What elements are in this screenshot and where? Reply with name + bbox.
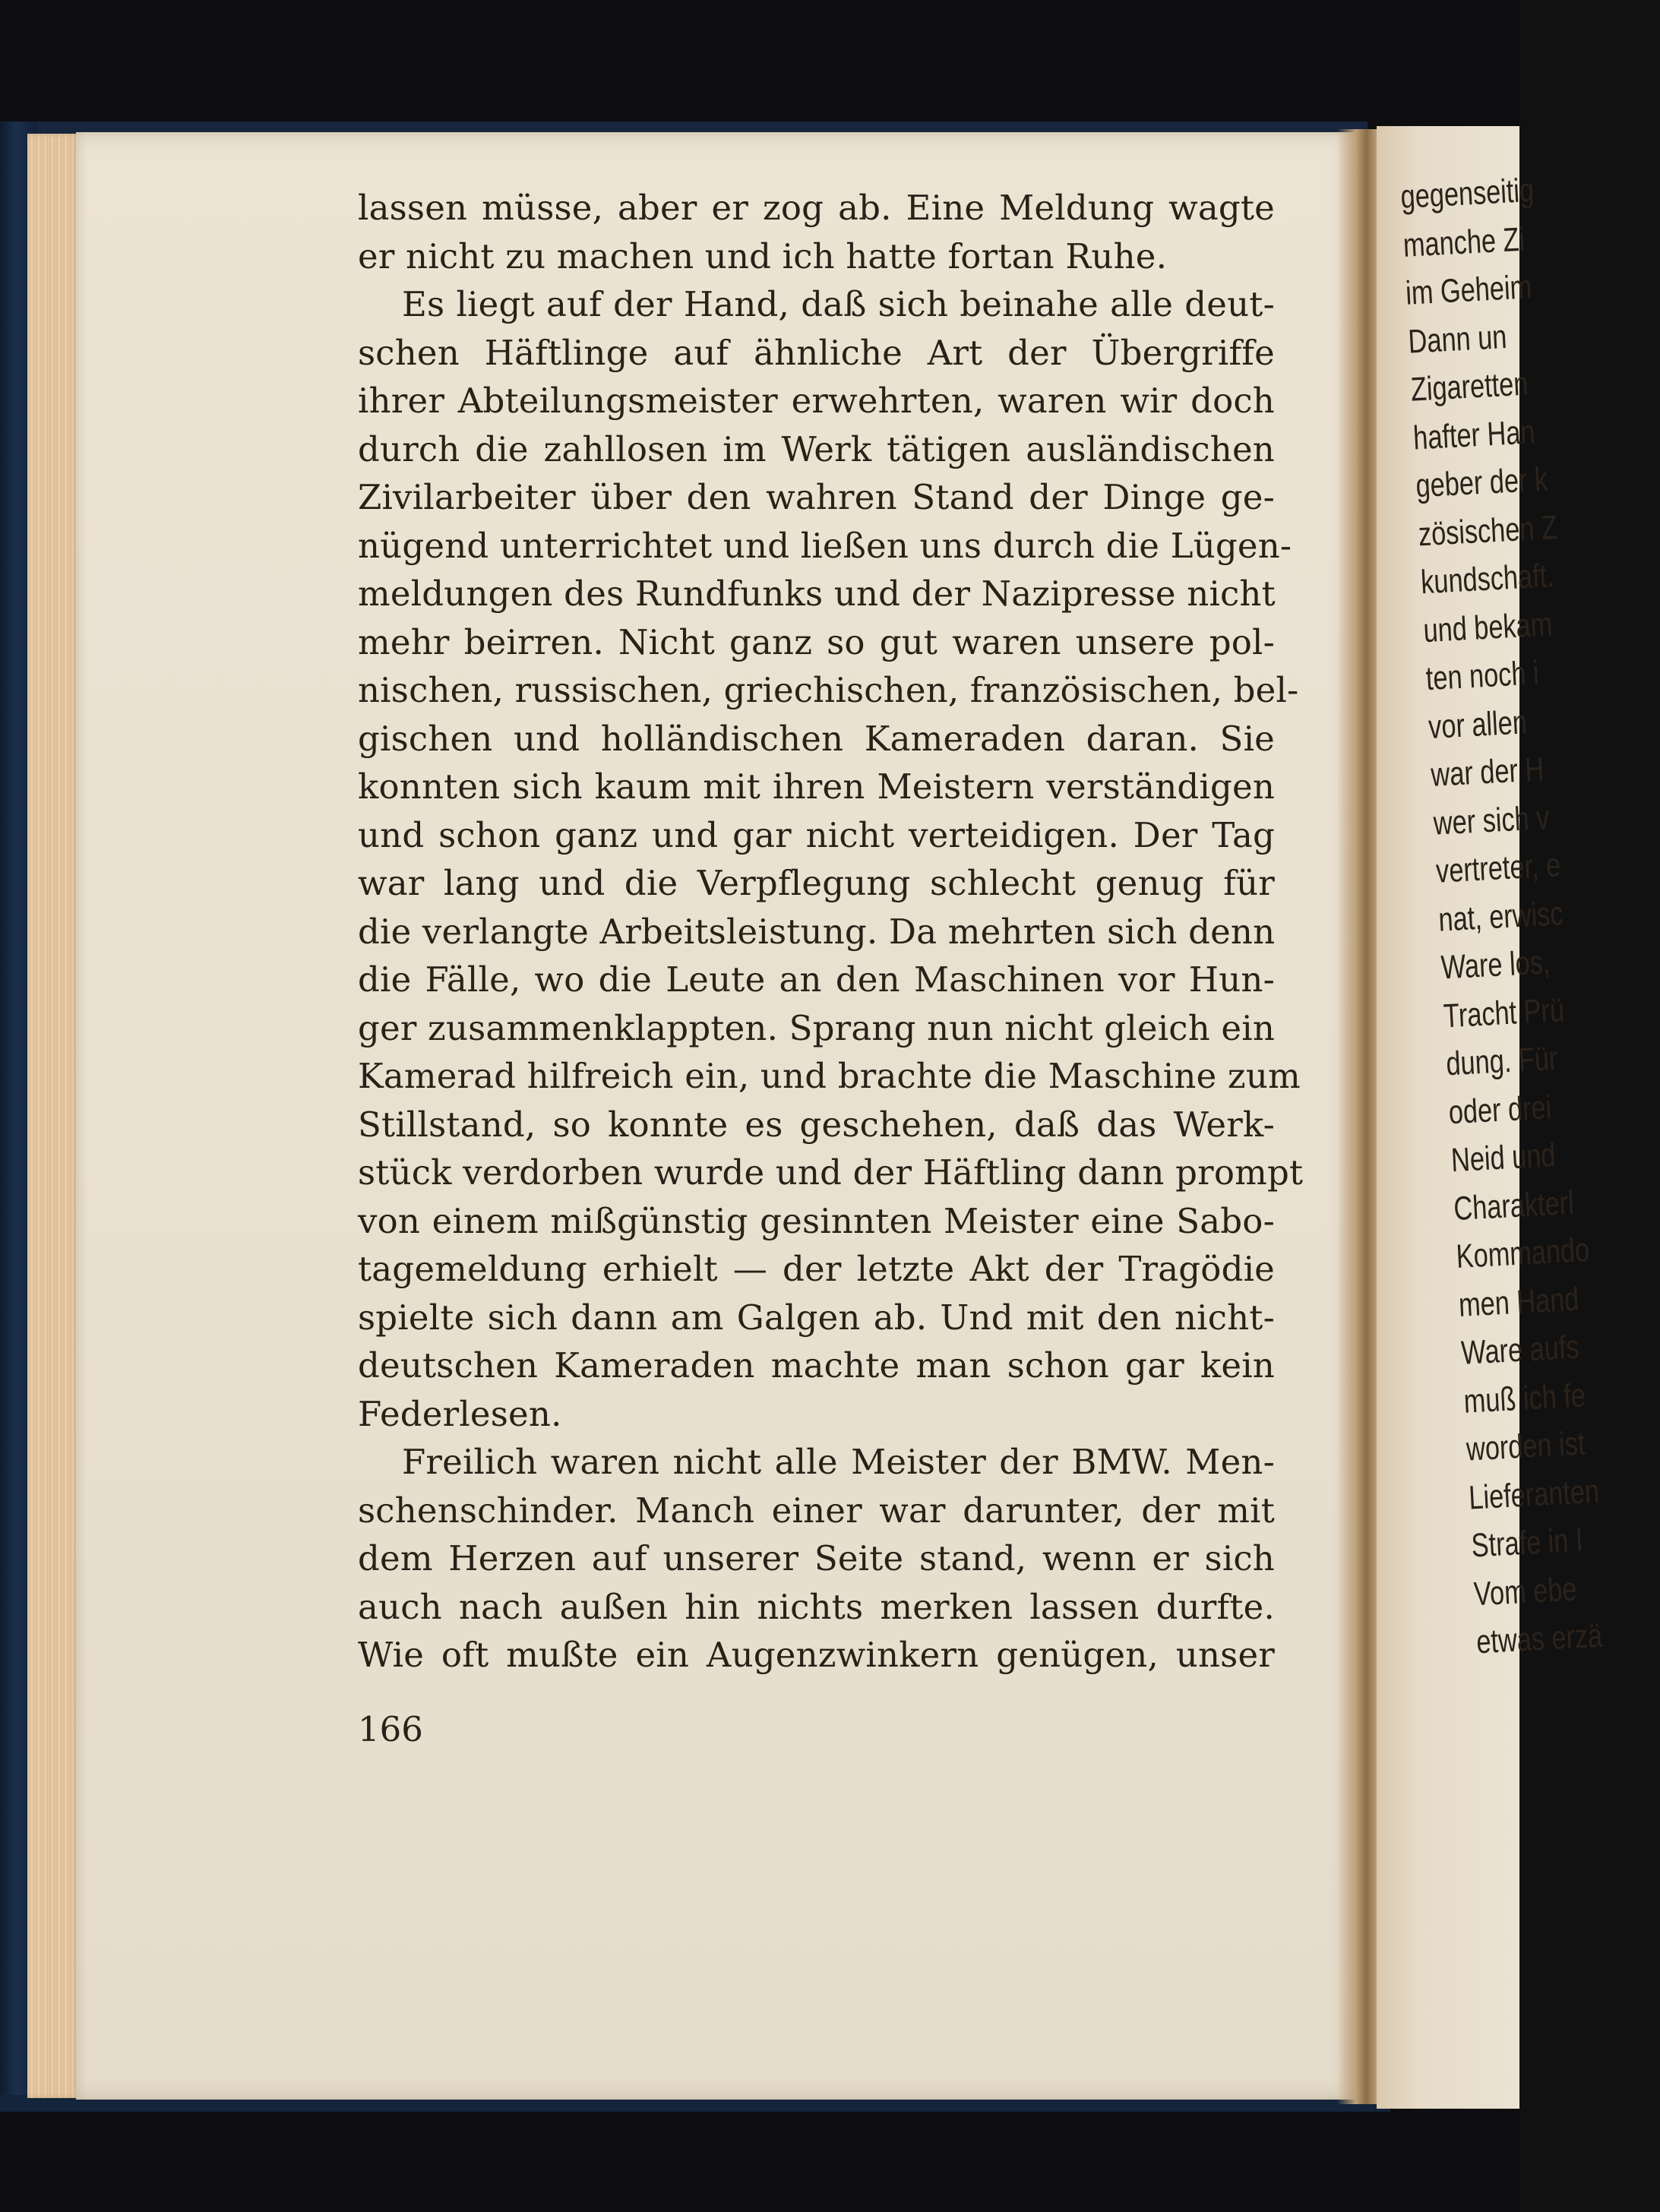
- text-line: Zivilarbeiter über den wahren Stand der Dinge ge-: [358, 477, 1275, 517]
- facing-text-line: men Hand: [1457, 1280, 1580, 1324]
- facing-text-line: zösischen Z: [1417, 508, 1559, 553]
- facing-text-line: etwas erzä: [1475, 1616, 1604, 1661]
- text-line: Freilich waren nicht alle Meister der BMW. Men-: [402, 1442, 1275, 1482]
- text-line: dem Herzen auf unserer Seite stand, wenn er sich: [358, 1538, 1275, 1578]
- facing-text-line: dung. Für: [1445, 1039, 1559, 1083]
- text-line: von einem mißgünstig gesinnten Meister eine Sabo-: [358, 1200, 1275, 1241]
- facing-text-line: nat, erwisc: [1437, 894, 1564, 939]
- facing-text-line: ten noch i: [1424, 654, 1540, 698]
- text-line: er nicht zu machen und ich hatte fortan Ruhe.: [358, 235, 1168, 276]
- page-text: [358, 184, 1304, 1680]
- facing-text-line: muß ich fe: [1462, 1376, 1586, 1420]
- facing-text-line: kundschaft.: [1419, 557, 1555, 602]
- facing-text-line: Ware aufs: [1460, 1328, 1580, 1372]
- text-line: tagemeldung erhielt — der letzte Akt der Tragödie: [358, 1249, 1275, 1289]
- text-line: Es liegt auf der Hand, daß sich beinahe alle deut-: [402, 284, 1275, 324]
- text-line: auch nach außen hin nichts merken lassen durfte.: [358, 1586, 1275, 1627]
- facing-text-line: im Geheim: [1405, 268, 1533, 312]
- text-line: nügend unterrichtet und ließen uns durch die Lügen-: [358, 525, 1292, 566]
- text-line: schenschinder. Manch einer war darunter, der mit: [358, 1490, 1275, 1531]
- facing-text-line: vertreter, e: [1434, 846, 1562, 890]
- facing-text-line: Kommando: [1455, 1231, 1591, 1276]
- facing-text-line: vor allen: [1427, 703, 1529, 746]
- text-line: konnten sich kaum mit ihren Meistern verständigen: [358, 766, 1275, 807]
- facing-text-line: Charakterl: [1453, 1183, 1575, 1228]
- text-line: Kamerad hilfreich ein, und brachte die Maschine zum: [358, 1056, 1301, 1096]
- text-line: gischen und holländischen Kameraden daran. Sie: [358, 718, 1275, 759]
- text-line: meldungen des Rundfunks und der Nazipresse nicht: [358, 574, 1276, 614]
- text-line: spielte sich dann am Galgen ab. Und mit den nicht-: [358, 1297, 1275, 1338]
- text-line: war lang und die Verpflegung schlecht genug für: [358, 863, 1275, 903]
- text-line: lassen müsse, aber er zog ab. Eine Meldung wagte: [358, 188, 1275, 228]
- facing-page: [1377, 126, 1604, 2109]
- text-line: durch die zahllosen im Werk tätigen ausländischen: [358, 428, 1275, 469]
- text-line: nischen, russischen, griechischen, französischen, bel-: [358, 670, 1299, 710]
- text-line: die verlangte Arbeitsleistung. Da mehrten sich denn: [358, 911, 1276, 952]
- text-line: ihrer Abteilungsmeister erwehrten, waren wir doch: [358, 381, 1275, 421]
- facing-text-line: Dann un: [1407, 318, 1508, 361]
- facing-text-line: oder drei: [1447, 1088, 1553, 1131]
- facing-text-line: worden ist: [1465, 1424, 1586, 1468]
- facing-text-line: wer sich v: [1432, 798, 1551, 842]
- page-block-edges: [27, 134, 81, 2098]
- facing-text-line: Neid und: [1450, 1136, 1557, 1180]
- text-line: mehr beirren. Nicht ganz so gut waren unsere pol-: [358, 621, 1275, 662]
- text-line: stück verdorben wurde und der Häftling dann prompt: [358, 1152, 1304, 1193]
- facing-text-line: Lieferanten: [1468, 1472, 1601, 1517]
- text-line: Wie oft mußte ein Augenzwinkern genügen, unser: [358, 1635, 1275, 1675]
- facing-text-line: gegenseitig: [1399, 171, 1535, 216]
- text-line: die Fälle, wo die Leute an den Maschinen vor Hun-: [358, 959, 1275, 1000]
- text-line: und schon ganz und gar nicht verteidigen. Der Tag: [358, 814, 1275, 855]
- facing-text-line: Vom ebe: [1472, 1569, 1578, 1613]
- facing-text-line: hafter Han: [1412, 412, 1536, 457]
- text-line: Federlesen.: [358, 1393, 562, 1434]
- facing-text-line: manche Zi: [1402, 220, 1526, 264]
- text-line: schen Häftlinge auf ähnliche Art der Übergriffe: [358, 332, 1275, 373]
- facing-page-text: [1399, 163, 1660, 1666]
- facing-text-line: und bekam: [1422, 605, 1554, 649]
- text-line: Stillstand, so konnte es geschehen, daß das Werk-: [358, 1104, 1275, 1145]
- text-line: deutschen Kameraden machte man schon gar kein: [358, 1345, 1275, 1386]
- facing-text-line: Zigaretten: [1409, 365, 1529, 409]
- facing-text-line: Strafe in I: [1470, 1521, 1584, 1565]
- facing-text-line: Ware los,: [1440, 943, 1551, 987]
- facing-text-line: war der H: [1430, 750, 1545, 794]
- facing-text-line: geber der k: [1415, 460, 1549, 505]
- facing-text-line: Tracht Prü: [1442, 991, 1566, 1035]
- page-number: 166: [358, 1709, 423, 1749]
- text-line: ger zusammenklappten. Sprang nun nicht gleich ein: [358, 1007, 1276, 1048]
